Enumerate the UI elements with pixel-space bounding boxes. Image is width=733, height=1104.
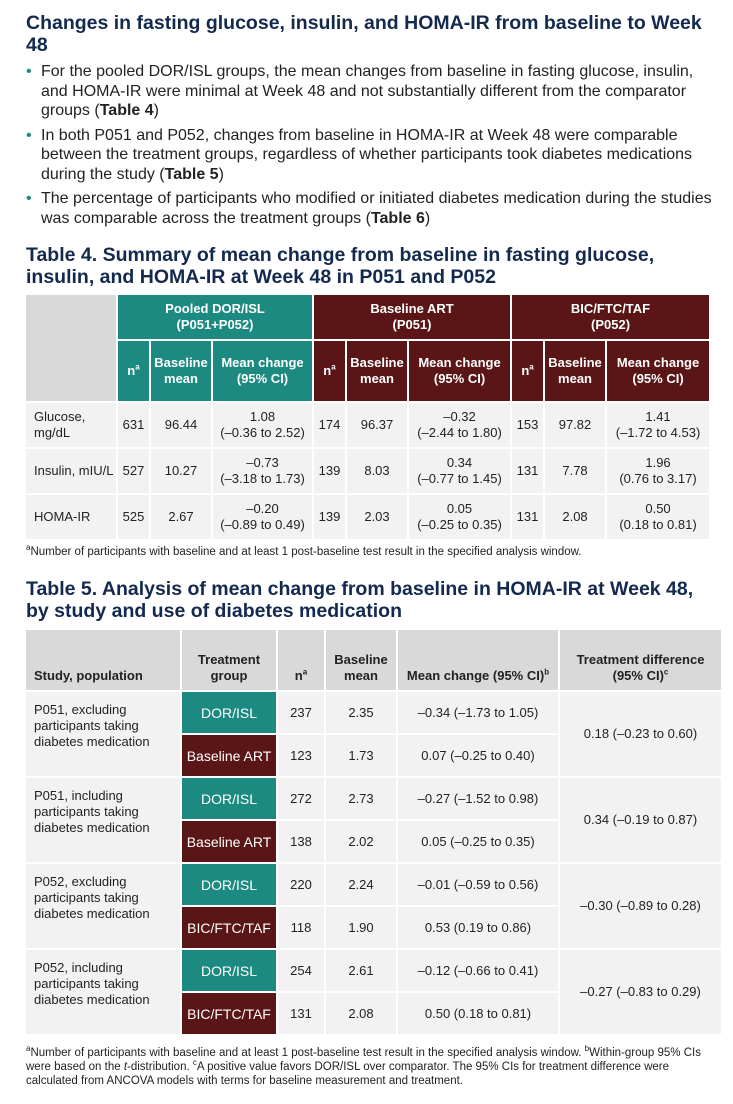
- change-cell: –0.73 (–3.18 to 1.73): [213, 449, 312, 493]
- arm-cell: Baseline ART: [182, 735, 276, 776]
- n-cell: 237: [278, 692, 324, 733]
- table-row: [26, 403, 709, 447]
- table4-corner-cell: [26, 295, 116, 401]
- key-findings-list: [26, 62, 716, 233]
- arm-cell: BIC/FTC/TAF: [182, 993, 276, 1034]
- table-row: [26, 950, 721, 991]
- baseline-cell: 2.67: [151, 495, 211, 539]
- baseline-cell: 2.24: [326, 864, 396, 905]
- difference-header: Treatment difference (95% CI)$^c$: [560, 630, 721, 690]
- bullet-item: • In both P051 and P052, changes from baseline in HOMA-IR at Week 48 were comparable between the treatment groups, regardless of whether participants took diabetes medications during the study (Table 5): [26, 126, 716, 185]
- row-label: Glucose, mg/dL: [26, 403, 116, 447]
- change-cell: 0.34 (–0.77 to 1.45): [409, 449, 510, 493]
- n-cell: 631: [118, 403, 149, 447]
- treatment-group-header: Treatment group: [182, 630, 276, 690]
- table5: [24, 628, 723, 1036]
- difference-cell: 0.34 (–0.19 to 0.87): [560, 778, 721, 862]
- table-row: [26, 864, 721, 905]
- change-cell: 0.05 (–0.25 to 0.35): [409, 495, 510, 539]
- n-cell: 138: [278, 821, 324, 862]
- difference-cell: 0.18 (–0.23 to 0.60): [560, 692, 721, 776]
- baseline-cell: 96.44: [151, 403, 211, 447]
- baseline-cell: 2.03: [347, 495, 407, 539]
- baseline-cell: 2.61: [326, 950, 396, 991]
- baseline-cell: 2.73: [326, 778, 396, 819]
- table-row: [26, 692, 721, 733]
- baseline-cell: 2.02: [326, 821, 396, 862]
- page-title: Changes in fasting glucose, insulin, and HOMA-IR from baseline to Week 48: [26, 12, 702, 56]
- n-cell: 254: [278, 950, 324, 991]
- n-cell: 131: [512, 449, 543, 493]
- change-cell: 1.41 (–1.72 to 4.53): [607, 403, 709, 447]
- row-label: HOMA-IR: [26, 495, 116, 539]
- n-cell: 220: [278, 864, 324, 905]
- n-header: $n^a$: [278, 630, 324, 690]
- table4-group-header: Baseline ART (P051): [314, 295, 510, 339]
- table-row: [26, 778, 721, 819]
- baseline-cell: 10.27: [151, 449, 211, 493]
- arm-cell: DOR/ISL: [182, 692, 276, 733]
- table4-n-header: $n^a$: [512, 341, 543, 401]
- population-cell: P052, excluding participants taking diabetes medication: [26, 864, 180, 948]
- table4-footnote: $^a$Number of participants with baseline and at least 1 post-baseline test result in the specified analysis window.: [26, 543, 582, 558]
- change-header: Mean change (95% CI)$^b$: [398, 630, 558, 690]
- arm-cell: DOR/ISL: [182, 864, 276, 905]
- baseline-cell: 7.78: [545, 449, 605, 493]
- table4-title: Table 4. Summary of mean change from baseline in fasting glucose, insulin, and HOMA-IR at Week 48 in P051 and P052: [26, 244, 655, 288]
- n-cell: 174: [314, 403, 345, 447]
- change-cell: 1.96 (0.76 to 3.17): [607, 449, 709, 493]
- change-cell: –0.01 (–0.59 to 0.56): [398, 864, 558, 905]
- baseline-cell: 1.73: [326, 735, 396, 776]
- table4: [24, 293, 711, 541]
- n-cell: 123: [278, 735, 324, 776]
- change-cell: 1.08 (–0.36 to 2.52): [213, 403, 312, 447]
- baseline-header: Baseline mean: [326, 630, 396, 690]
- population-cell: P051, including participants taking diabetes medication: [26, 778, 180, 862]
- change-cell: –0.27 (–1.52 to 0.98): [398, 778, 558, 819]
- difference-cell: –0.30 (–0.89 to 0.28): [560, 864, 721, 948]
- arm-cell: Baseline ART: [182, 821, 276, 862]
- table4-baseline-header: Baseline mean: [151, 341, 211, 401]
- arm-cell: DOR/ISL: [182, 950, 276, 991]
- baseline-cell: 2.08: [545, 495, 605, 539]
- table4-change-header: Mean change (95% CI): [607, 341, 709, 401]
- table4-group-header: BIC/FTC/TAF (P052): [512, 295, 709, 339]
- change-cell: –0.20 (–0.89 to 0.49): [213, 495, 312, 539]
- table4-n-header: $n^a$: [118, 341, 149, 401]
- baseline-cell: 8.03: [347, 449, 407, 493]
- change-cell: 0.50 (0.18 to 0.81): [607, 495, 709, 539]
- table5-title: Table 5. Analysis of mean change from baseline in HOMA-IR at Week 48, by study and use of diabetes medication: [26, 578, 694, 622]
- change-cell: –0.32 (–2.44 to 1.80): [409, 403, 510, 447]
- n-cell: 525: [118, 495, 149, 539]
- baseline-cell: 97.82: [545, 403, 605, 447]
- n-cell: 118: [278, 907, 324, 948]
- bullet-item: • The percentage of participants who modified or initiated diabetes medication during the studies was comparable across the treatment groups (Table 6): [26, 189, 716, 228]
- row-label: Insulin, mIU/L: [26, 449, 116, 493]
- population-cell: P051, excluding participants taking diabetes medication: [26, 692, 180, 776]
- baseline-cell: 1.90: [326, 907, 396, 948]
- table4-baseline-header: Baseline mean: [347, 341, 407, 401]
- table4-n-header: $n^a$: [314, 341, 345, 401]
- table-row: [26, 449, 709, 493]
- change-cell: 0.50 (0.18 to 0.81): [398, 993, 558, 1034]
- table4-change-header: Mean change (95% CI): [409, 341, 510, 401]
- n-cell: 139: [314, 495, 345, 539]
- n-cell: 153: [512, 403, 543, 447]
- bullet-item: • For the pooled DOR/ISL groups, the mean changes from baseline in fasting glucose, insulin, and HOMA-IR were minimal at Week 48 and not substantially different from the comparator groups (Table 4): [26, 62, 716, 121]
- n-cell: 131: [278, 993, 324, 1034]
- baseline-cell: 2.08: [326, 993, 396, 1034]
- population-cell: P052, including participants taking diabetes medication: [26, 950, 180, 1034]
- change-cell: –0.12 (–0.66 to 0.41): [398, 950, 558, 991]
- table-row: [26, 495, 709, 539]
- n-cell: 527: [118, 449, 149, 493]
- table4-baseline-header: Baseline mean: [545, 341, 605, 401]
- change-cell: 0.07 (–0.25 to 0.40): [398, 735, 558, 776]
- n-cell: 272: [278, 778, 324, 819]
- table4-change-header: Mean change (95% CI): [213, 341, 312, 401]
- arm-cell: DOR/ISL: [182, 778, 276, 819]
- baseline-cell: 96.37: [347, 403, 407, 447]
- change-cell: –0.34 (–1.73 to 1.05): [398, 692, 558, 733]
- arm-cell: BIC/FTC/TAF: [182, 907, 276, 948]
- n-cell: 139: [314, 449, 345, 493]
- table4-group-header: Pooled DOR/ISL (P051+P052): [118, 295, 312, 339]
- change-cell: 0.05 (–0.25 to 0.35): [398, 821, 558, 862]
- change-cell: 0.53 (0.19 to 0.86): [398, 907, 558, 948]
- population-header: Study, population: [26, 630, 180, 690]
- table5-footnote: $^a$Number of participants with baseline and at least 1 post-baseline test result in the specified analysis window. $^b$Within-group 95% CIs were based on the t-distribution. $^c$A positive value favors DOR/ISL over comparator. The 95% CIs for treatment difference were calculated from ANCOVA models with terms for baseline measurement and treatment.: [26, 1044, 701, 1087]
- n-cell: 131: [512, 495, 543, 539]
- baseline-cell: 2.35: [326, 692, 396, 733]
- difference-cell: –0.27 (–0.83 to 0.29): [560, 950, 721, 1034]
